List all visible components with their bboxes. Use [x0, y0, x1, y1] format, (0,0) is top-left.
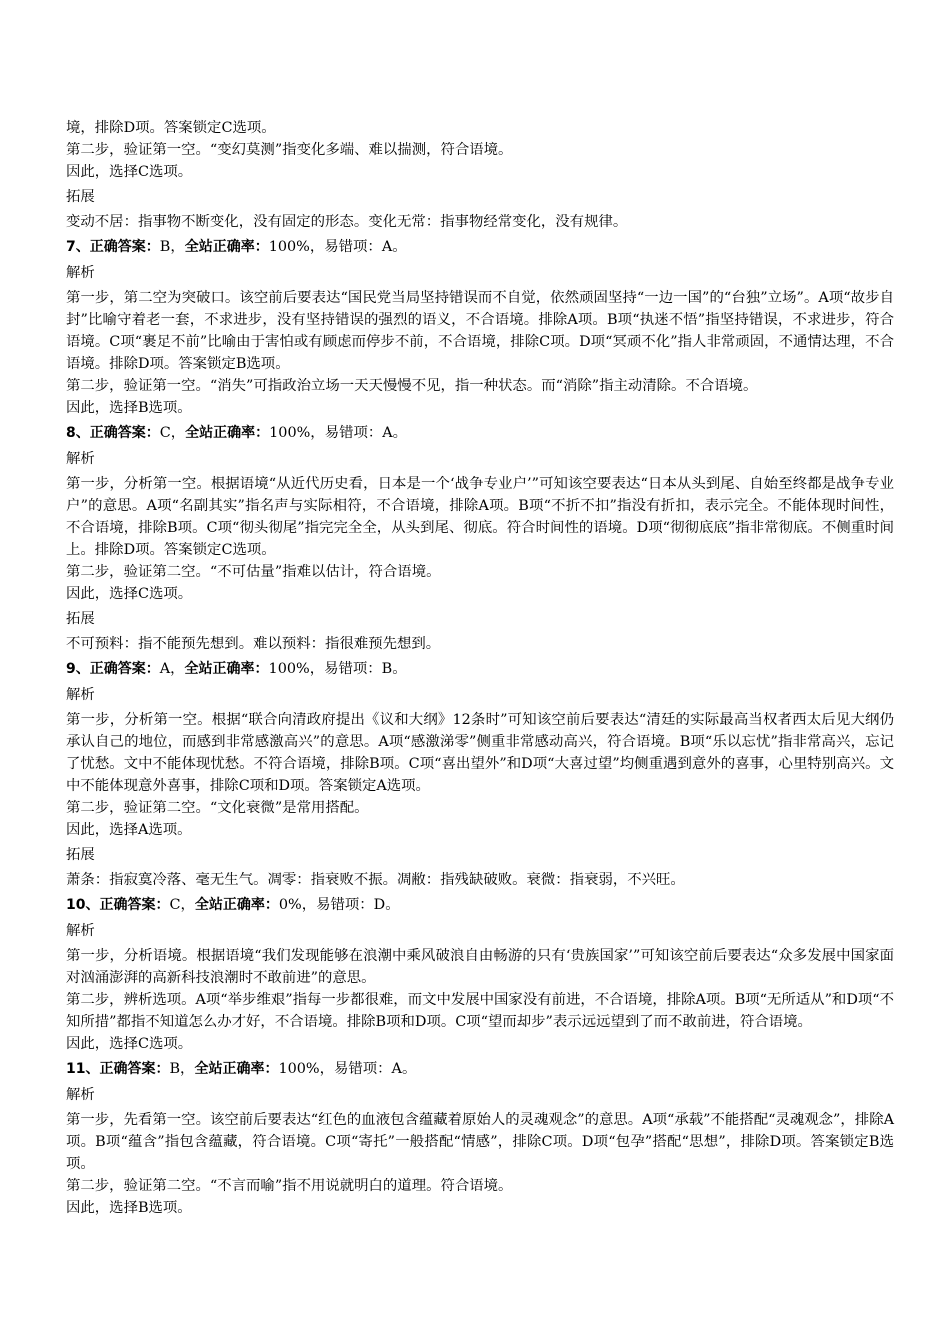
answer-value: A， — [159, 661, 185, 677]
answer-value: B， — [159, 239, 185, 255]
answer-value: C， — [169, 897, 195, 913]
analysis-paragraph: 第一步，分析第一空。根据“联合向清政府提出《议和大纲》12条时”可知该空前后要表达“清廷的实际最高当权者西太后见大纲仍承认自己的地位，而感到非常感激高兴”的意思。A项“感激涕零”侧重非常感动高兴，符合语境。B项“乐以忘忧”指非常高兴，忘记了忧愁。文中不能体现忧愁。不符合语境，排除B项。C项“喜出望外”和D项“大喜过望”均侧重遇到意外的喜事，心里特别高兴。文中不能体现意外喜事，排除C项和D项。答案锁定A选项。 — [66, 712, 894, 794]
analysis-paragraph: 第二步，辨析选项。A项“举步维艰”指每一步都很难，而文中发展中国家没有前进，不合语境，排除A项。B项“无所适从”和D项“不知所措”都指不知道怎么办才好，不合语境。排除B项和D项。C项“望而却步”表示远远望到了而不敢前进，符合语境。 — [66, 992, 894, 1030]
analysis-paragraph: 因此，选择C选项。 — [66, 1036, 193, 1052]
intro-line: 境，排除D项。答案锁定C选项。 — [66, 120, 276, 136]
question-block — [66, 657, 894, 891]
rate-label: 全站正确率： — [185, 425, 270, 441]
question-header — [66, 1057, 894, 1081]
answer-value: B， — [169, 1061, 195, 1077]
analysis-label: 解析 — [66, 687, 95, 703]
intro-line: 因此，选择C选项。 — [66, 164, 193, 180]
analysis-paragraph: 因此，选择B选项。 — [66, 1200, 192, 1216]
document-page — [66, 117, 894, 1219]
intro-line: 第二步，验证第一空。“变幻莫测”指变化多端、难以揣测，符合语境。 — [66, 142, 513, 158]
analysis-paragraph: 因此，选择B选项。 — [66, 400, 192, 416]
question-block — [66, 235, 894, 419]
rate-label: 全站正确率： — [194, 897, 279, 913]
expand-text: 不可预料：指不能预先想到。难以预料：指很难预先想到。 — [66, 636, 441, 652]
analysis-paragraph: 第二步，验证第二空。“不可估量”指难以估计，符合语境。 — [66, 564, 441, 580]
analysis-paragraph: 第二步，验证第二空。“不言而喻”指不用说就明白的道理。符合语境。 — [66, 1178, 513, 1194]
analysis-paragraph: 第二步，验证第一空。“消失”可指政治立场一天天慢慢不见，指一种状态。而“消除”指主动清除。不合语境。 — [66, 378, 758, 394]
analysis-label: 解析 — [66, 265, 95, 281]
question-header — [66, 893, 894, 917]
question-header — [66, 235, 894, 259]
rate-value: 100%，易错项：B。 — [268, 661, 407, 677]
rate-value: 0%，易错项：D。 — [278, 897, 400, 913]
question-number: 7、 — [66, 239, 90, 255]
question-number: 10、 — [66, 897, 100, 913]
analysis-paragraph: 第一步，分析第一空。根据语境“从近代历史看，日本是一个‘战争专业户’”可知该空要表达“日本从头到尾、自始至终都是战争专业户”的意思。A项“名副其实”指名声与实际相符，不合语境，排除A项。B项“不折不扣”指没有折扣，表示完全。不能体现时间性，不合语境，排除B项。C项“彻头彻尾”指完完全全，从头到尾、彻底。符合时间性的语境。D项“彻彻底底”指非常彻底。不侧重时间上。排除D项。答案锁定C选项。 — [66, 476, 894, 558]
expand-text: 萧条：指寂寞冷落、毫无生气。凋零：指衰败不振。凋敝：指残缺破败。衰微：指衰弱，不兴旺。 — [66, 872, 685, 888]
answer-value: C， — [159, 425, 186, 441]
question-block — [66, 421, 894, 655]
answer-label: 正确答案： — [99, 1061, 170, 1077]
analysis-paragraph: 第一步，第二空为突破口。该空前后要表达“国民党当局坚持错误而不自觉，依然顽固坚持“一边一国”的“台独”立场”。A项“故步自封”比喻守着老一套，不求进步，没有坚持错误的强烈的语义，不合语境。排除A项。B项“执迷不悟”指坚持错误，不求进步，符合语境。C项“裹足不前”比喻由于害怕或有顾虑而停步不前，不合语境，排除C项。D项“冥顽不化”指人非常顽固，不通情达理，不合语境。排除D项。答案锁定B选项。 — [66, 290, 894, 372]
analysis-label: 解析 — [66, 1087, 95, 1103]
rate-label: 全站正确率： — [184, 239, 269, 255]
analysis-paragraph: 第一步，分析语境。根据语境“我们发现能够在浪潮中乘风破浪自由畅游的只有‘贵族国家’”可知该空前后要表达“众多发展中国家面对汹涌澎湃的高新科技浪潮时不敢前进”的意思。 — [66, 948, 894, 986]
analysis-label: 解析 — [66, 923, 95, 939]
rate-value: 100%，易错项：A。 — [268, 239, 407, 255]
expand-label: 拓展 — [66, 189, 95, 205]
question-header — [66, 421, 894, 445]
expand-label: 拓展 — [66, 847, 95, 863]
answer-label: 正确答案： — [99, 897, 170, 913]
analysis-paragraph: 第一步，先看第一空。该空前后要表达“红色的血液包含蕴藏着原始人的灵魂观念”的意思。A项“承载”不能搭配“灵魂观念”，排除A项。B项“蕴含”指包含蕴藏，符合语境。C项“寄托”一般搭配“情感”，排除C项。D项“包孕”搭配“思想”，排除D项。答案锁定B选项。 — [66, 1112, 894, 1172]
analysis-paragraph: 因此，选择A选项。 — [66, 822, 192, 838]
rate-label: 全站正确率： — [184, 661, 269, 677]
analysis-paragraph: 因此，选择C选项。 — [66, 586, 193, 602]
answer-label: 正确答案： — [89, 661, 160, 677]
expand-label: 拓展 — [66, 611, 95, 627]
question-block — [66, 893, 894, 1055]
analysis-paragraph: 第二步，验证第二空。“文化衰微”是常用搭配。 — [66, 800, 369, 816]
answer-label: 正确答案： — [89, 239, 160, 255]
answer-label: 正确答案： — [89, 425, 160, 441]
analysis-label: 解析 — [66, 451, 95, 467]
question-header — [66, 657, 894, 681]
rate-value: 100%，易错项：A。 — [278, 1061, 417, 1077]
question-number: 8、 — [66, 425, 90, 441]
question-number: 9、 — [66, 661, 90, 677]
rate-label: 全站正确率： — [194, 1061, 279, 1077]
question-number: 11、 — [66, 1061, 100, 1077]
expand-text: 变动不居：指事物不断变化，没有固定的形态。变化无常：指事物经常变化，没有规律。 — [66, 214, 628, 230]
rate-value: 100%，易错项：A。 — [269, 425, 408, 441]
question-block — [66, 1057, 894, 1219]
question-list — [66, 235, 894, 1219]
